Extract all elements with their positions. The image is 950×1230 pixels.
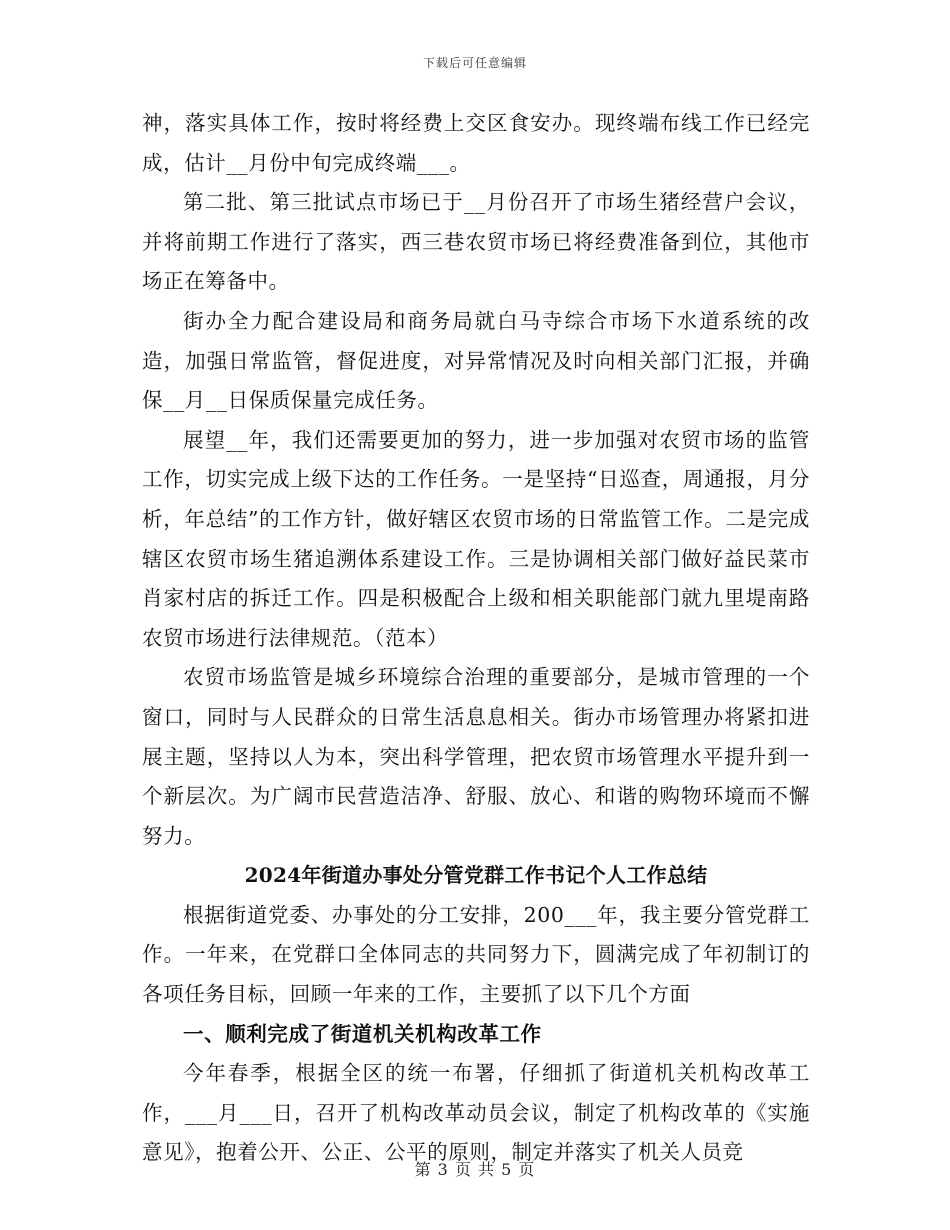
body-paragraph: 农贸市场监管是城乡环境综合治理的重要部分，是城市管理的一个窗口，同时与人民群众的日常生活息息相关。街办市场管理办将紧扣进展主题，坚持以人为本，突出科学管理，把农贸市场管理水平提升到一个新层次。为广阔市民营造洁净、舒服、放心、和谐的购物环境而不懈努力。 [142, 665, 810, 848]
body-paragraph: 展望__年，我们还需要更加的努力，进一步加强对农贸市场的监管工作，切实完成上级下达的工作任务。一是坚持“日巡查，周通报，月分析，年总结”的工作方针，做好辖区农贸市场的日常监管工作。二是完成辖区农贸市场生猪追溯体系建设工作。三是协调相关部门做好益民菜市肖家村店的拆迁工作。四是积极配合上级和相关职能部门就九里堤南路农贸市场进行法律规范。（范本） [142, 427, 810, 650]
section-title: 2024年街道办事处分管党群工作书记个人工作总结 [244, 863, 708, 888]
header-note: 下载后可任意编辑 [422, 56, 527, 70]
body-paragraph: 街办全力配合建设局和商务局就白马寺综合市场下水道系统的改造，加强日常监管，督促进度，对异常情况及时向相关部门汇报，并确保__月__日保质保量完成任务。 [142, 308, 810, 413]
body-paragraph: 神，落实具体工作，按时将经费上交区食安办。现终端布线工作已经完成，估计__月份中旬完成终端___。 [142, 111, 810, 175]
document-body [142, 104, 810, 1173]
body-paragraph: 根据街道党委、办事处的分工安排，200___年，我主要分管党群工作。一年来，在党群口全体同志的共同努力下，圆满完成了年初制订的各项任务目标，回顾一年来的工作，主要抓了以下几个方面 [142, 902, 810, 1007]
body-paragraph: 第二批、第三批试点市场已于__月份召开了市场生猪经营户会议，并将前期工作进行了落实，西三巷农贸市场已将经费准备到位，其他市场正在筹备中。 [142, 190, 810, 294]
subheading: 一、顺利完成了街道机关机构改革工作 [183, 1021, 542, 1046]
page-footer: 第 3 页 共 5 页 [414, 1160, 536, 1179]
body-paragraph: 今年春季，根据全区的统一布署，仔细抓了街道机关机构改革工作，___月___日，召开了机构改革动员会议，制定了机构改革的《实施意见》，抱着公开、公正、公平的原则，制定并落实了机关人员竞 [142, 1061, 810, 1165]
